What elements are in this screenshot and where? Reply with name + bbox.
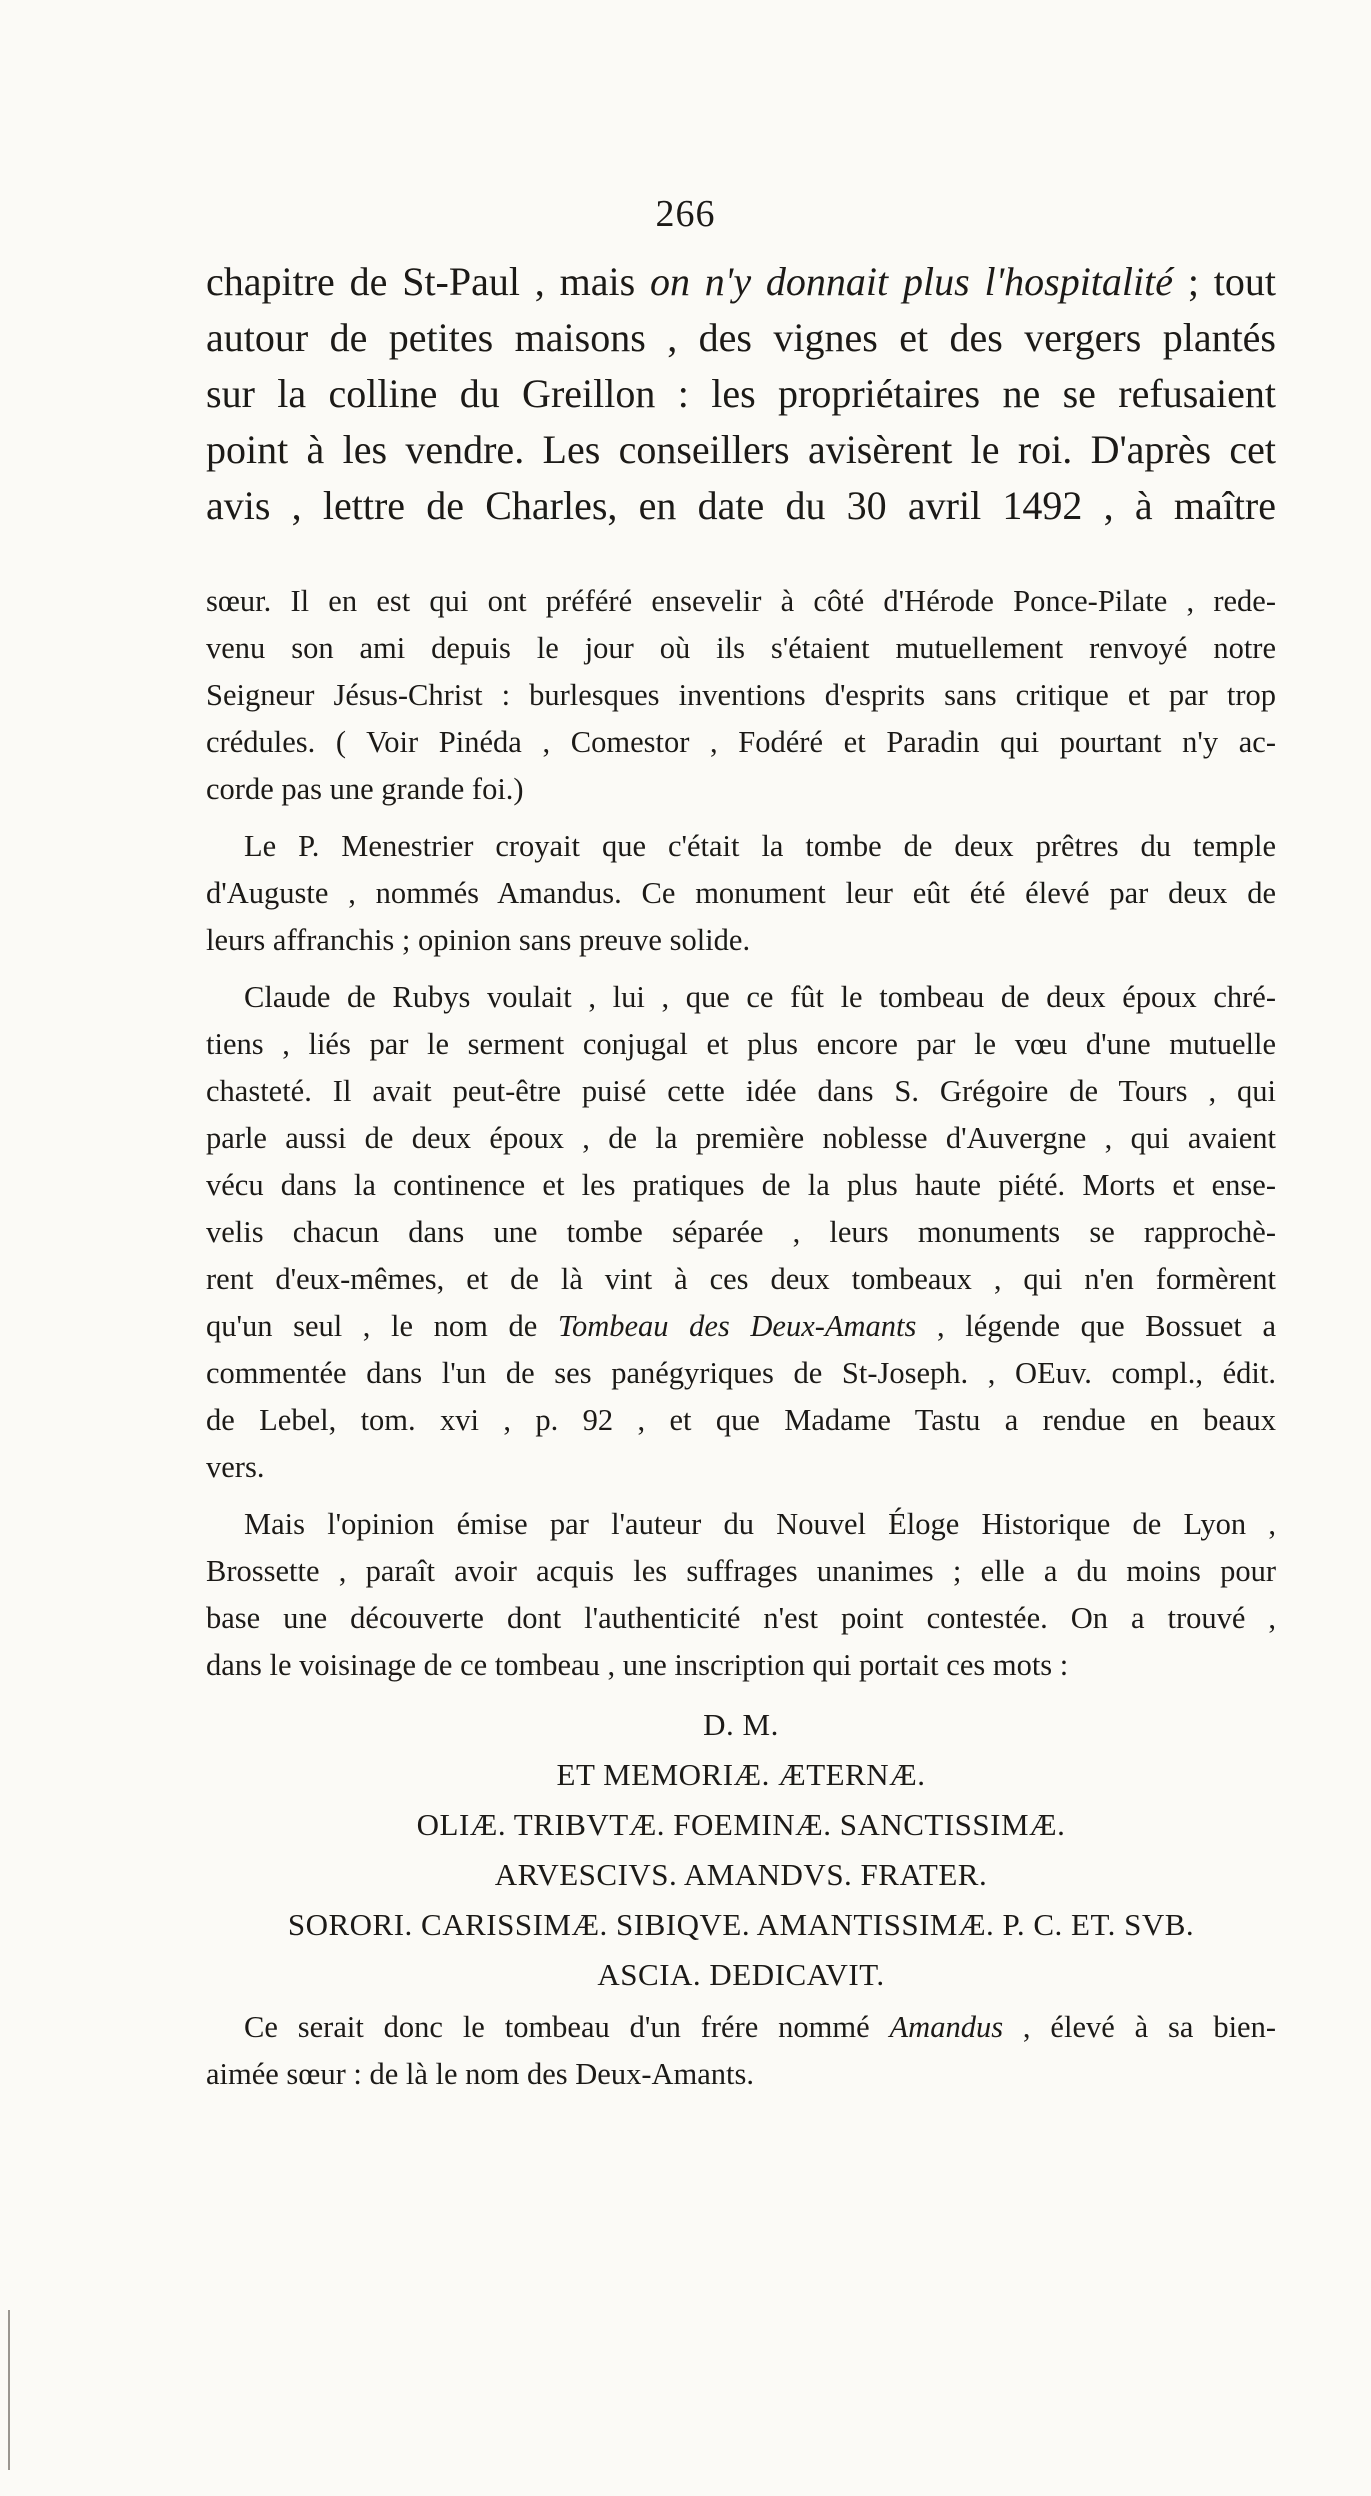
inscription-line: OLIÆ. TRIBVTÆ. FOEMINÆ. SANCTISSIMÆ. [416, 1807, 1066, 1842]
footnote-paragraph [206, 974, 1276, 1491]
footnote-line: vécu dans la continence et les pratiques de la plus haute piété. Morts et ense- [206, 1168, 1276, 1202]
main-text-line: sur la colline du Greillon : les propriétaires ne se refusaient [206, 371, 1276, 416]
latin-inscription [206, 1700, 1276, 2000]
inscription-line: D. M. [703, 1707, 779, 1742]
footnote-line: Le P. Menestrier croyait que c'était la tombe de deux prêtres du temple [244, 829, 1276, 863]
footnote-line: commentée dans l'un de ses panégyriques de St-Joseph. , OEuv. compl., édit. [206, 1356, 1276, 1390]
footnote-paragraph [206, 1501, 1276, 1689]
inscription-line: ARVESCIVS. AMANDVS. FRATER. [494, 1857, 988, 1892]
footnote-line: leurs affranchis ; opinion sans preuve solide. [206, 923, 751, 957]
footnote-line: vers. [206, 1450, 265, 1484]
footnote-line: Seigneur Jésus-Christ : burlesques inventions d'esprits sans critique et par trop [206, 678, 1276, 712]
footnote-line: venu son ami depuis le jour où ils s'étaient mutuellement renvoyé notre [206, 631, 1276, 665]
main-text-line: avis , lettre de Charles, en date du 30 avril 1492 , à maître [206, 483, 1276, 528]
footnote-line: de Lebel, tom. xvi , p. 92 , et que Madame Tastu a rendue en beaux [206, 1403, 1276, 1437]
closing-segment: Ce serait donc le tombeau d'un frére nommé [244, 2010, 890, 2044]
footnote-segment: qu'un seul , le nom de [206, 1309, 558, 1343]
footnote-line: Claude de Rubys voulait , lui , que ce fût le tombeau de deux époux chré- [244, 980, 1276, 1014]
inscription-line: ET MEMORIÆ. ÆTERNÆ. [556, 1757, 926, 1792]
footnote-line: d'Auguste , nommés Amandus. Ce monument leur eût été élevé par deux de [206, 876, 1276, 910]
main-text-line: autour de petites maisons , des vignes et des vergers plantés [206, 315, 1276, 360]
main-text-italic-segment: on n'y donnait plus l'hospitalité [649, 259, 1174, 304]
margin-scan-mark [8, 2310, 10, 2470]
main-text-segment: chapitre de St-Paul , mais [206, 259, 650, 304]
closing-line: aimée sœur : de là le nom des Deux-Amants. [206, 2057, 755, 2091]
footnote-line: tiens , liés par le serment conjugal et plus encore par le vœu d'une mutuelle [206, 1027, 1276, 1061]
footnote-line: chasteté. Il avait peut-être puisé cette idée dans S. Grégoire de Tours , qui [206, 1074, 1276, 1108]
footnote-line: base une découverte dont l'authenticité n'est point contestée. On a trouvé , [206, 1601, 1276, 1635]
closing-line [206, 2004, 1276, 2051]
footnote-segment: , légende que Bossuet a [916, 1309, 1276, 1343]
footnote-line: dans le voisinage de ce tombeau , une inscription qui portait ces mots : [206, 1648, 1069, 1682]
footnote-italic-segment: Tombeau des Deux-Amants [557, 1309, 917, 1343]
footnote-line: crédules. ( Voir Pinéda , Comestor , Fodéré et Paradin qui pourtant n'y ac- [206, 725, 1276, 759]
footnote-line: parle aussi de deux époux , de la première noblesse d'Auvergne , qui avaient [206, 1121, 1276, 1155]
main-text-line [206, 254, 1276, 310]
footnote-paragraph [206, 823, 1276, 964]
footnote-line: corde pas une grande foi.) [206, 772, 524, 806]
closing-paragraph [206, 2004, 1276, 2098]
footnote-line: rent d'eux-mêmes, et de là vint à ces deux tombeaux , qui n'en formèrent [206, 1262, 1276, 1296]
closing-italic-segment: Amandus [889, 2010, 1004, 2044]
footnote-line: sœur. Il en est qui ont préféré ensevelir à côté d'Hérode Ponce-Pilate , rede- [206, 584, 1276, 618]
footnote-line: Mais l'opinion émise par l'auteur du Nouvel Éloge Historique de Lyon , [244, 1507, 1276, 1541]
footnote-line: velis chacun dans une tombe séparée , leurs monuments se rapprochè- [206, 1215, 1276, 1249]
main-text-block [206, 254, 1276, 534]
footnote-line: Brossette , paraît avoir acquis les suffrages unanimes ; elle a du moins pour [206, 1554, 1276, 1588]
main-text-line: point à les vendre. Les conseillers avisèrent le roi. D'après cet [206, 427, 1276, 472]
footnote-line [206, 1303, 1276, 1350]
page-number: 266 [655, 193, 716, 235]
main-text-segment: ; tout [1173, 259, 1276, 304]
footnote-block [206, 578, 1276, 1699]
footnote-paragraph [206, 578, 1276, 813]
inscription-line: ASCIA. DEDICAVIT. [597, 1957, 885, 1992]
inscription-line: SORORI. CARISSIMÆ. SIBIQVE. AMANTISSIMÆ. P. C. ET. SVB. [287, 1907, 1195, 1942]
closing-segment: , élevé à sa bien- [1003, 2010, 1277, 2044]
